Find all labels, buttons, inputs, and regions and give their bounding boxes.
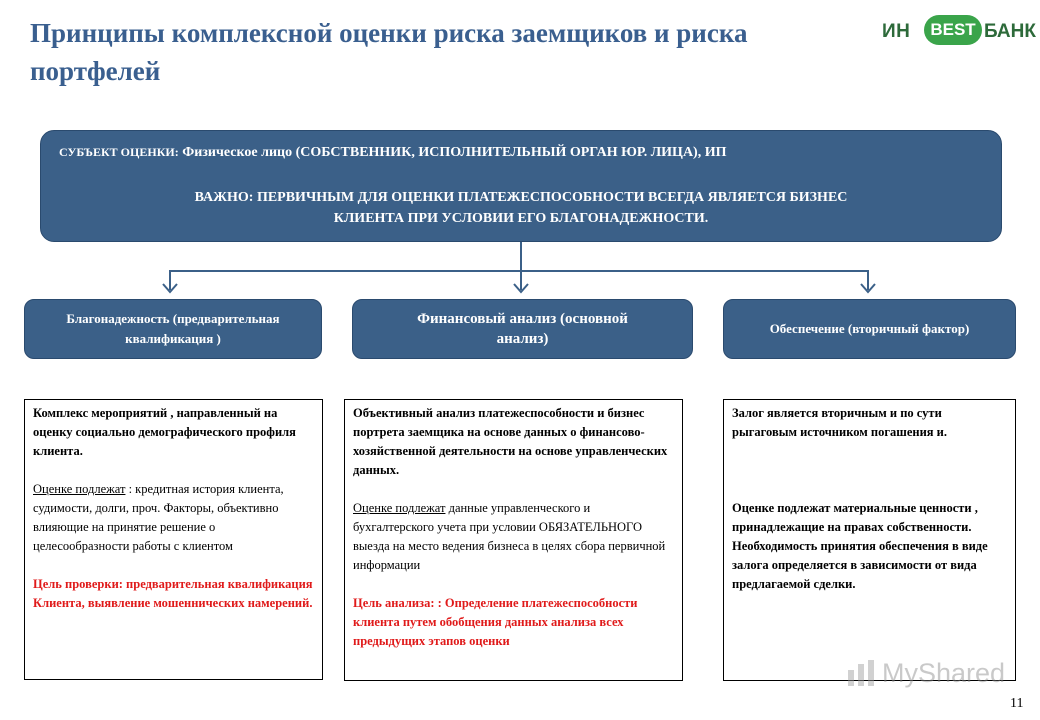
collateral-intro: Залог является вторичным и по сути рыгаговым источником погашения и. bbox=[732, 406, 947, 439]
subject-label: СУБЪЕКТ ОЦЕНКИ: bbox=[59, 145, 179, 159]
category-financial-line-2: анализ) bbox=[496, 331, 549, 347]
category-reliability bbox=[24, 299, 322, 359]
arrow-branch-line bbox=[170, 271, 868, 290]
category-reliability-line-2: квалификация ) bbox=[125, 331, 221, 346]
important-line-2: КЛИЕНТА ПРИ УСЛОВИИ ЕГО БЛАГОНАДЕЖНОСТИ. bbox=[333, 211, 709, 226]
financial-subject bbox=[353, 499, 674, 575]
category-collateral bbox=[723, 299, 1016, 359]
reliability-subject-text: : кредитная история клиента, судимости, долги, проч. Факторы, объективно влияющие на принятие решение о целесообразности работы с клиентом bbox=[33, 482, 284, 553]
watermark-text: MyShared bbox=[882, 658, 1006, 688]
reliability-intro: Комплекс мероприятий , направленный на оценку социально демографического профиля клиента. bbox=[33, 406, 296, 458]
category-financial-line-1: Финансовый анализ (основной bbox=[417, 311, 628, 327]
category-collateral-label: Обеспечение (вторичный фактор) bbox=[769, 321, 970, 336]
logo-text-part2: BEST bbox=[924, 15, 982, 45]
reliability-subject bbox=[33, 480, 314, 556]
watermark-icon bbox=[846, 658, 876, 688]
page-title: Принципы комплексной оценки риска заемщиков и риска портфелей bbox=[30, 18, 748, 86]
financial-description bbox=[344, 399, 683, 681]
collateral-description bbox=[723, 399, 1016, 681]
financial-subject-label: Оценке подлежат bbox=[353, 501, 446, 515]
financial-intro: Объективный анализ платежеспособности и бизнес портрета заемщика на основе данных о финансово-хозяйственной деятельности на основе управленческих данных. bbox=[353, 406, 668, 477]
category-reliability-line-1: Благонадежность (предварительная bbox=[66, 311, 280, 326]
collateral-body: Оценке подлежат материальные ценности , принадлежащие на правах собственности. Необходимость принятия обеспечения в виде залога определяется в зависимости от вида предлагаемой сделки. bbox=[732, 501, 988, 591]
page-number: 11 bbox=[1010, 696, 1024, 711]
reliability-goal: Цель проверки: предварительная квалификация Клиента, выявление мошеннических намерений. bbox=[33, 577, 313, 610]
financial-goal: Цель анализа: : Определение платежеспособности клиента путем обобщения данных анализа всех предыдущих этапов оценки bbox=[353, 596, 638, 648]
logo-text-part1: ИН bbox=[882, 21, 911, 42]
reliability-subject-label: Оценке подлежат bbox=[33, 482, 126, 496]
logo-text-part3: БАНК bbox=[984, 21, 1036, 42]
financial-subject-text: данные управленческого и бухгалтерского учета при условии ОБЯЗАТЕЛЬНОГО выезда на место ведения бизнеса в целях сбора первичной информации bbox=[353, 501, 666, 572]
myshared-watermark bbox=[846, 656, 1006, 692]
category-financial-analysis bbox=[352, 299, 693, 359]
subject-value: Физическое лицо (СОБСТВЕННИК, ИСПОЛНИТЕЛЬНЫЙ ОРГАН ЮР. ЛИЦА), ИП bbox=[178, 145, 727, 160]
reliability-description bbox=[24, 399, 323, 680]
important-line-1: ВАЖНО: ПЕРВИЧНЫМ ДЛЯ ОЦЕНКИ ПЛАТЕЖЕСПОСОБНОСТИ ВСЕГДА ЯВЛЯЕТСЯ БИЗНЕС bbox=[194, 190, 848, 205]
